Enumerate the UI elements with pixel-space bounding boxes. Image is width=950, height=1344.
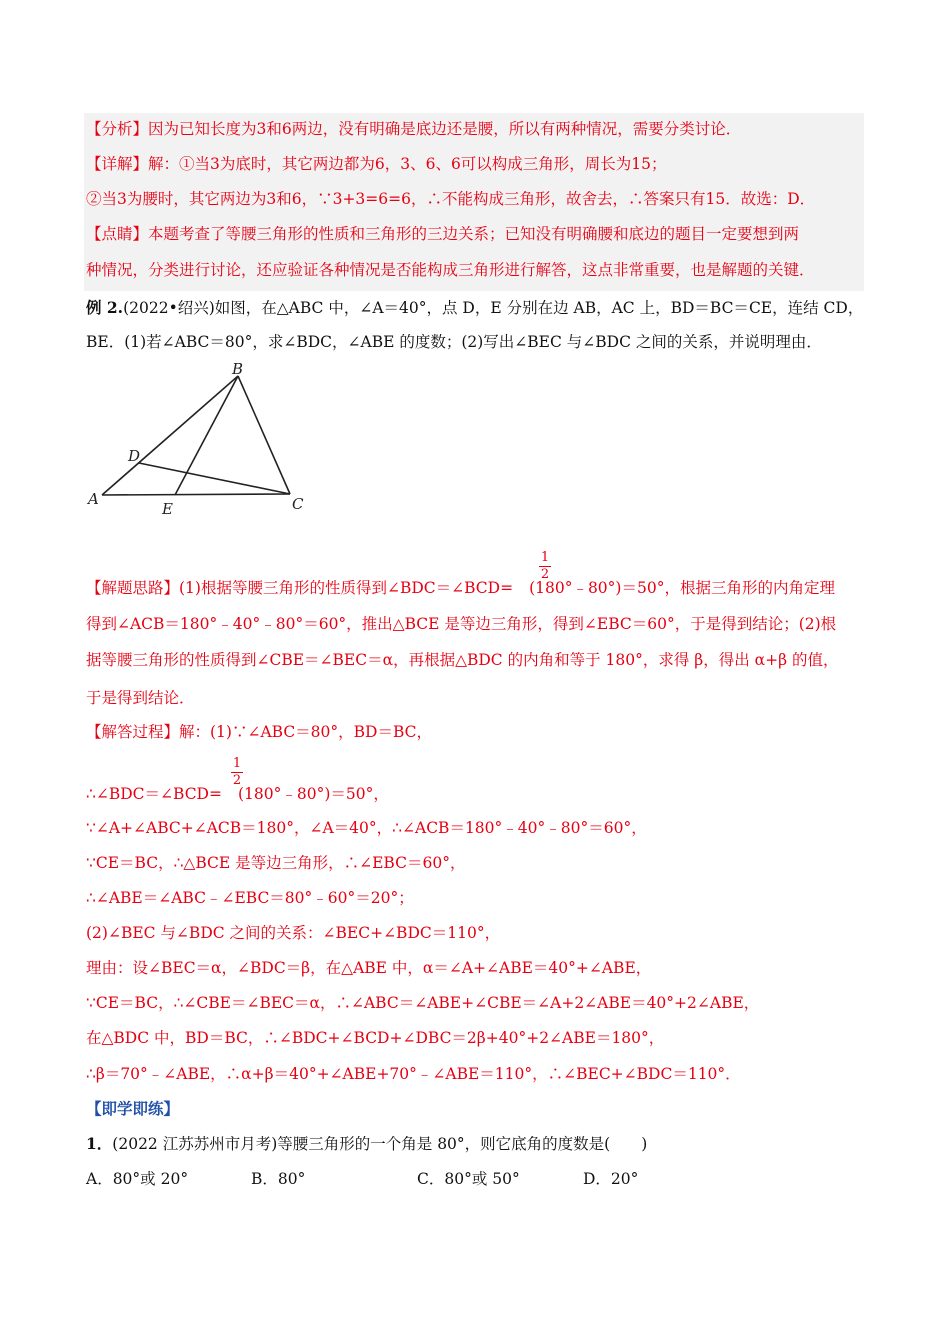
option-b[interactable]: B．80° xyxy=(251,1170,306,1188)
idea-text-b: (180°﹣80°)＝50°，根据三角形的内角定理 xyxy=(529,579,835,597)
solution-line-8: ∵CE＝BC，∴∠CBE＝∠BEC＝α，∴∠ABC＝∠ABE+∠CBE＝∠A+2∠ABE＝40°+2∠ABE， xyxy=(86,994,760,1012)
question-text: (2022 江苏苏州市月考)等腰三角形的一个角是 80°，则它底角的度数是( ) xyxy=(112,1135,648,1153)
idea-line-3: 据等腰三角形的性质得到∠CBE＝∠BEC＝α，再根据△BDC 的内角和等于 180°，求得 β，得出 α+β 的值， xyxy=(86,651,839,669)
detail-line-2: ②当3为腰时，其它两边为3和6，∵3+3=6=6，∴不能构成三角形，故舍去，∴答案只有15．故选：D． xyxy=(86,190,816,208)
fraction-numerator: 1 xyxy=(540,550,550,565)
example-2-statement xyxy=(86,298,863,318)
label-c: C xyxy=(292,495,304,513)
option-c[interactable]: C．80°或 50° xyxy=(417,1170,520,1188)
analysis-line: 【分析】因为已知长度为3和6两边，没有明确是底边还是腰，所以有两种情况，需要分类讨论． xyxy=(86,120,742,138)
label-d: D xyxy=(128,447,141,465)
detail-line: 【详解】解：①当3为底时，其它两边都为6，3、6、6可以构成三角形，周长为15； xyxy=(86,155,667,173)
segment-ac xyxy=(102,494,290,495)
triangle-figure xyxy=(80,360,320,520)
solution-line-10: ∴β＝70°﹣∠ABE，∴α+β＝40°+∠ABE+70°﹣∠ABE＝110°，∴∠BEC+∠BDC＝110°． xyxy=(86,1065,741,1083)
idea-text-a: 【解题思路】(1)根据等腰三角形的性质得到∠BDC＝∠BCD= xyxy=(86,579,514,597)
segment-bc xyxy=(238,376,290,494)
fraction-denominator: 2 xyxy=(540,567,550,582)
solution-text-b: (180°﹣80°)＝50°， xyxy=(237,785,389,803)
fraction-half-2 xyxy=(231,757,243,788)
label-b: B xyxy=(232,360,244,378)
question-1 xyxy=(86,1134,647,1154)
fraction-half xyxy=(539,551,551,582)
comment-line-2: 种情况，分类进行讨论，还应验证各种情况是否能构成三角形进行解答，这点非常重要，也是解题的关键． xyxy=(86,261,815,279)
comment-line: 【点睛】本题考查了等腰三角形的性质和三角形的三边关系；已知没有明确腰和底边的题目一定要想到两 xyxy=(86,225,800,243)
solution-line: 【解答过程】解：(1)∵∠ABC＝80°，BD＝BC， xyxy=(86,723,433,741)
solution-line-4: ∵CE＝BC，∴△BCE 是等边三角形，∴∠EBC＝60°， xyxy=(86,854,466,872)
fraction-numerator: 1 xyxy=(232,756,242,771)
idea-line-4: 于是得到结论． xyxy=(86,689,195,707)
example-label: 例 2. xyxy=(86,298,124,317)
solution-line-3: ∵∠A+∠ABC+∠ACB＝180°，∠A＝40°，∴∠ACB＝180°﹣40°﹣80°＝60°， xyxy=(86,819,647,837)
solution-line-9: 在△BDC 中，BD＝BC，∴∠BDC+∠BCD+∠DBC＝2β+40°+2∠ABE＝180°， xyxy=(86,1029,665,1047)
solution-line-5: ∴∠ABE＝∠ABC﹣∠EBC＝80°﹣60°＝20°； xyxy=(86,889,414,907)
label-a: A xyxy=(88,490,99,508)
label-e: E xyxy=(162,500,173,518)
example-2-statement-2: BE．(1)若∠ABC＝80°，求∠BDC，∠ABE 的度数；(2)写出∠BEC 与∠BDC 之间的关系，并说明理由． xyxy=(86,333,822,351)
practice-heading: 【即学即练】 xyxy=(86,1099,180,1118)
option-a[interactable]: A．80°或 20° xyxy=(86,1170,189,1188)
idea-line-2: 得到∠ACB＝180°﹣40°﹣80°＝60°，推出△BCE 是等边三角形，得到∠EBC＝60°，于是得到结论；(2)根 xyxy=(86,615,837,633)
segment-cd xyxy=(139,463,290,494)
option-d[interactable]: D．20° xyxy=(583,1170,639,1188)
segment-ab xyxy=(102,376,238,495)
solution-text-a: ∴∠BDC＝∠BCD= xyxy=(86,785,222,803)
solution-line-7: 理由：设∠BEC＝α，∠BDC＝β，在△ABE 中，α＝∠A+∠ABE＝40°+∠ABE， xyxy=(86,959,652,977)
idea-line xyxy=(86,578,835,598)
question-number: 1． xyxy=(86,1134,113,1153)
fraction-denominator: 2 xyxy=(232,773,242,788)
example-text: (2022•绍兴)如图，在△ABC 中，∠A＝40°，点 D，E 分别在边 AB，AC 上，BD＝BC＝CE，连结 CD， xyxy=(123,299,864,317)
solution-line-6: (2)∠BEC 与∠BDC 之间的关系：∠BEC+∠BDC＝110°， xyxy=(86,924,501,942)
